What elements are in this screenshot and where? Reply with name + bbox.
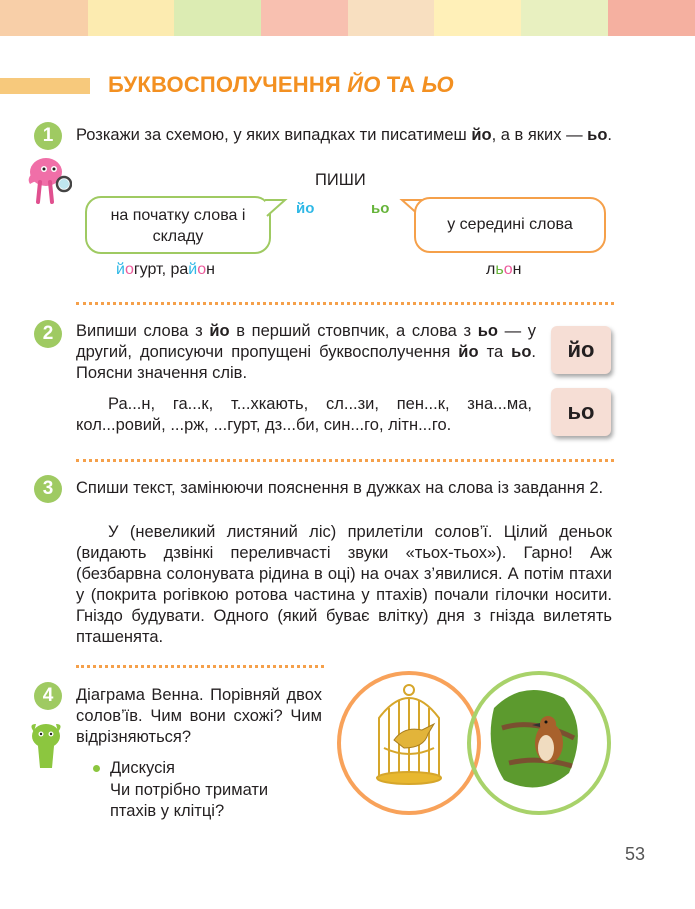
- task3-text: У (невеликий листяний ліс) прилетіли солов’ї. Цілий деньок (видають дзвінкі переливчасті звуки «тьох-тьох»). Гарно! Аж (безбарвна солонувата рідина в оці) на очах з’явилися. А потім птахи у (покрита рогівкою ротова частина у птахів) почали гілочки носити. Гніздо будувати. Одного (який буває влітку) дня з гнізда вилетять пташенята.: [76, 523, 612, 646]
- top-strip-1: [0, 0, 88, 36]
- page-title: БУКВОСПОЛУЧЕННЯ ЙО ТА ЬО: [108, 72, 454, 97]
- discussion-label: Дискусія: [110, 759, 175, 777]
- divider-1: [76, 302, 614, 305]
- o-letters: ьо: [371, 200, 390, 217]
- bubble-right-text: у середині слова: [447, 216, 573, 233]
- top-strip-7: [521, 0, 608, 36]
- task1-text: Розкажи за схемою, у яких випадках ти писатимеш йо, а в яких — ьо.: [76, 126, 612, 144]
- venn-diagram: [334, 668, 614, 818]
- bubble-left-tail: [265, 196, 289, 220]
- task3-instruction: Спиши текст, замінюючи пояснення в дужках на слова із завдання 2.: [76, 479, 604, 497]
- discussion-bullet: [93, 765, 100, 772]
- example-right: льон: [486, 261, 522, 278]
- card-o: ьо: [551, 388, 611, 436]
- green-mascot-icon: [26, 720, 66, 772]
- task-number-1: 1: [34, 122, 62, 150]
- write-label: ПИШИ: [315, 171, 366, 189]
- task2-words: Ра...н, га...к, т...хкають, сл...зи, пен...к, зна...ма, кол...ровий, ...рж, ...гурт, дз...би, син...го, літн...го.: [76, 395, 532, 434]
- top-strip-3: [174, 0, 261, 36]
- page-number: 53: [625, 844, 646, 864]
- example-left: йогурт, район: [116, 261, 215, 278]
- top-strip-6: [434, 0, 521, 36]
- task2-instruction: Випиши слова з йо в перший стовпчик, а слова з ьо — у другий, дописуючи пропущені буквосполучення йо та ьо. Поясни значення слів.: [76, 322, 536, 382]
- speech-bubble-left: [85, 196, 271, 254]
- speech-bubble-right: [414, 197, 606, 253]
- yo-letters: йо: [296, 200, 315, 217]
- top-strip-5: [348, 0, 434, 36]
- card-yo: йо: [551, 326, 611, 374]
- title-accent-bar: [0, 78, 90, 94]
- task-number-3: 3: [34, 475, 62, 503]
- discussion-question: Чи потрібно тримати птахів у клітці?: [110, 781, 269, 820]
- top-strip-2: [88, 0, 174, 36]
- pink-mascot-icon: [24, 152, 72, 206]
- top-strip-4: [261, 0, 348, 36]
- bubble-left-text: на початку слова і складу: [110, 207, 246, 245]
- top-strip-8: [608, 0, 695, 36]
- task-number-2: 2: [34, 320, 62, 348]
- task-number-4: 4: [34, 682, 62, 710]
- divider-2: [76, 459, 614, 462]
- divider-3: [76, 665, 324, 668]
- nightingale-on-branch-icon: [491, 690, 578, 788]
- task4-text: Діаграма Венна. Порівняй двох солов’їв. Чим вони схожі? Чим відрізняються?: [76, 686, 322, 746]
